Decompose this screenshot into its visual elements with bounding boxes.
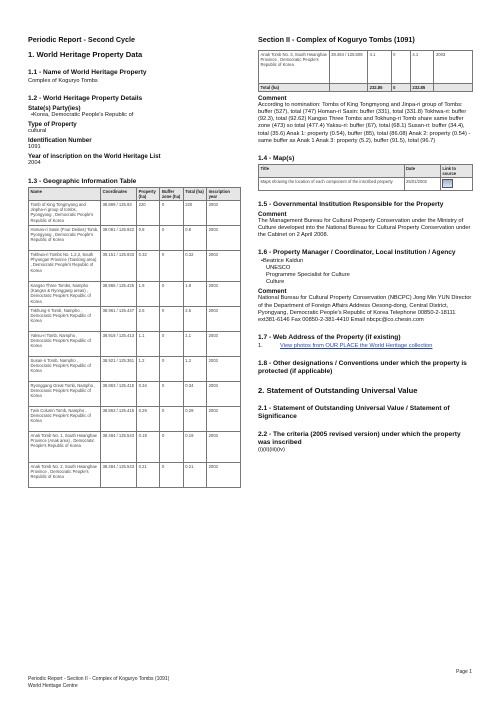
cell: 2003 <box>434 51 473 84</box>
cell: 0.29 <box>183 407 206 432</box>
cell: 0 <box>391 84 410 92</box>
cell: 39.081 / 125.922 <box>101 226 137 251</box>
map-date: 25/01/2002 <box>404 177 440 190</box>
cell: 0.32 <box>137 251 160 282</box>
cell: 0 <box>160 282 183 307</box>
cell: 0 <box>160 251 183 282</box>
id-value: 1091 <box>28 144 41 151</box>
cell: 0.32 <box>183 251 206 282</box>
type-value: cultural <box>28 128 47 135</box>
cell: 4.1 <box>368 51 392 84</box>
table-row <box>259 51 473 84</box>
table-row <box>29 307 241 332</box>
cell: Twin Column Tomb, Nampho , Democratic People's Republic of Korea <box>29 407 101 432</box>
footer-line1: Periodic Report - Section II - Complex of Koguryo Tombs (1091) <box>28 676 170 682</box>
report-header-right: Section II - Complex of Koguryo Tombs (1091) <box>258 35 415 44</box>
cell: 4.1 <box>410 51 434 84</box>
web-heading: 1.7 - Web Address of the Property (if existing) <box>258 333 401 341</box>
cell: 38.961 / 125.447 <box>101 307 137 332</box>
cell: Tomb of King Tongmyong and Jinpha-ri group of tombs, Pyongyang , Democratic People's Republic of Korea <box>29 201 101 226</box>
maps-col-title: Title <box>259 164 405 177</box>
cell: 220 <box>137 201 160 226</box>
cell: 2003 <box>207 432 241 463</box>
manager-dept: Culture <box>266 279 285 286</box>
cell: 38.484 / 125.508 <box>329 51 368 84</box>
table-row <box>29 332 241 357</box>
manager-org: UNESCO <box>266 265 291 272</box>
name-heading: 1.1 - Name of World Heritage Property <box>28 69 147 76</box>
table-row <box>29 382 241 407</box>
cell <box>434 84 473 92</box>
gov-comment-label: Comment <box>258 210 287 218</box>
web-item-number: 1. <box>258 342 263 349</box>
cell: 0 <box>391 51 410 84</box>
table-row <box>29 226 241 251</box>
cell: 0.21 <box>183 463 206 488</box>
geo-col-name: Name <box>29 188 101 201</box>
geo-col-year: Inscription year <box>207 188 241 201</box>
cell: Anak Tomb No. 2, South Hwanghae Province , Democratic People's Republic of Korea <box>29 463 101 488</box>
cell: 1.1 <box>183 332 206 357</box>
cell: Yaksu-ri Tomb, Nampho , Democratic People's Republic of Korea <box>29 332 101 357</box>
cell: Ryonggang Great Tomb, Nampho , Democratic People's Republic of Korea <box>29 382 101 407</box>
table-row <box>29 432 241 463</box>
maps-col-date: Date <box>404 164 440 177</box>
cell: 0.8 <box>137 226 160 251</box>
manager-role: Programme Specialist for Culture <box>266 272 350 279</box>
cell: 0 <box>160 226 183 251</box>
cell: 0 <box>160 382 183 407</box>
left-column <box>28 50 241 488</box>
cell: Tokhung-ri Tomb, Nampho , Democratic People's Republic of Korea <box>29 307 101 332</box>
comment-text: According to nomination: Tombs of King Tongmyong and Jinpa-ri group of Tombs: buffer (527), total (747) Homan-ri Sasin: buffer (331), total (331.8) Tokhwa-ri: buffer (92.3), total (92.62) Kangso Three Tombs and Tokhung-ri Tomb share same buffer zone (473) so total (477.4) Yaksu-ri: buffer (67), total (68.1) Susan-ri: buffer (34.4), total (35.6) Anak 1: property (0.54), buffer (85), total (86.08) Anak 2: property (0.54) - same buffer as Anak 1 Anak 3: property (5.2), buffer (91.5), total (96.7) <box>258 102 471 144</box>
cell: 2003 <box>207 201 241 226</box>
cell: Kangso Three Tombs, Nampho (Kangso & Ryonggang areas) , Democratic People's Republic of Korea <box>29 282 101 307</box>
cell: 2003 <box>207 226 241 251</box>
cell: 38.863 / 125.415 <box>101 382 137 407</box>
geo-table-continued <box>258 50 473 92</box>
cell: 2.5 <box>183 307 206 332</box>
footer <box>28 676 169 689</box>
cell: 1.9 <box>183 282 206 307</box>
cell: Tokhwa-ri Tombs No. 1,2,3, South Phyongan Province (Taedong area) , Democratic People's Republic of Korea <box>29 251 101 282</box>
cell: 38.919 / 125.413 <box>101 332 137 357</box>
type-label: Type of Property <box>28 121 77 129</box>
section1-title: 1. World Heritage Property Data <box>28 50 143 59</box>
right-column <box>258 50 473 455</box>
cell: 0 <box>160 463 183 488</box>
cell: 39.151 / 125.933 <box>101 251 137 282</box>
cell: 2.5 <box>137 307 160 332</box>
cell: 1.1 <box>137 332 160 357</box>
cell: Susan-ri Tomb, Nampho , Democratic People's Republic of Korea <box>29 357 101 382</box>
maps-table <box>258 164 473 191</box>
maps-col-link: Link to source <box>440 164 472 177</box>
cell: Homan-ri Sasin (Four Deities) Tomb, Pyongyang , Democratic People's Republic of Korea <box>29 226 101 251</box>
cell: 38.921 / 125.361 <box>101 357 137 382</box>
gov-comment: The Management Bureau for Cultural Property Conservation under the Ministry of Culture developed into the National Bureau for Cultural Property Conservation under the Cabinet on 2 April 2008. <box>258 217 471 238</box>
cell: 2003 <box>207 282 241 307</box>
year-value: 2004 <box>28 160 41 167</box>
table-row <box>259 177 473 190</box>
map-title: Maps showing the location of each component of the inscribed property <box>259 177 405 190</box>
comment-label: Comment <box>258 95 287 103</box>
cell: 232.85 <box>368 84 392 92</box>
cell: 38.484 / 125.543 <box>101 463 137 488</box>
cell: 2003 <box>207 407 241 432</box>
cell: 2003 <box>207 357 241 382</box>
cell: 38.484 / 125.543 <box>101 432 137 463</box>
cell <box>329 84 368 92</box>
manager-comment-label: Comment <box>258 288 287 296</box>
cell: Total (ha) <box>259 84 330 92</box>
geo-col-property: Property (ha) <box>137 188 160 201</box>
map-document-icon[interactable] <box>442 179 453 188</box>
details-heading: 1.2 - World Heritage Property Details <box>28 95 143 103</box>
geo-heading: 1.3 - Geographic Information Table <box>28 178 137 186</box>
geo-col-coords: Coordinates <box>101 188 137 201</box>
manager-comment: National Bureau for Cultural Property Conservation (NBCPC) Jong Min YUN Director of the Department of Foreign Affairs Address Oesong-dong, Central District, Pyongyang, Democratic People's Republic of Korea Telephone 00850-2-18111 ext381-6146 Fax 00850-2-381-4410 Email nbcpc@co.chesin.com <box>258 295 472 323</box>
cell: Anak Tomb No. 1, South Hwanghae Province (Anak area) , Democratic People's Republic of Korea <box>29 432 101 463</box>
cell: 220 <box>183 201 206 226</box>
cell: 0.34 <box>137 382 160 407</box>
maps-heading: 1.4 - Map(s) <box>258 154 295 162</box>
cell: 2003 <box>207 251 241 282</box>
criteria-value: (i)(ii)(iii)(iv) <box>258 447 285 454</box>
cell: 0.21 <box>137 463 160 488</box>
cell: 38.863 / 125.415 <box>101 407 137 432</box>
cell: 0.34 <box>183 382 206 407</box>
cell: 38.889 / 125.93 <box>101 201 137 226</box>
web-photos-link[interactable]: View photos from OUR PLACE the World Heritage collection <box>280 342 433 349</box>
year-label: Year of inscription on the World Heritage List <box>28 153 161 161</box>
geo-table <box>28 187 241 488</box>
cell: 0.19 <box>183 432 206 463</box>
cell: 0 <box>160 357 183 382</box>
gov-heading: 1.5 - Governmental Institution Responsible for the Property <box>258 200 444 208</box>
cell: 2003 <box>207 332 241 357</box>
manager-heading: 1.6 - Property Manager / Coordinator, Local Institution / Agency <box>258 249 456 257</box>
cell: 38.965 / 125.425 <box>101 282 137 307</box>
manager-name: • Beatrice Kaldun <box>258 258 473 265</box>
cell: 0 <box>160 307 183 332</box>
criteria-heading: 2.2 - The criteria (2005 revised version) under which the property was inscribed <box>258 430 461 446</box>
section2-title: 2. Statement of Outstanding Universal Value <box>258 385 418 395</box>
states-value: • Korea, Democratic People's Republic of <box>28 112 241 119</box>
cell: 0 <box>160 407 183 432</box>
cell: 232.85 <box>410 84 434 92</box>
cell: 0 <box>160 201 183 226</box>
table-row <box>29 463 241 488</box>
geo-col-total: Total (ha) <box>183 188 206 201</box>
table-row <box>29 407 241 432</box>
cell: 1.9 <box>137 282 160 307</box>
ouv-heading: 2.1 - Statement of Outstanding Universal Value / Statement of Significance <box>258 404 450 420</box>
map-link-cell <box>440 177 472 190</box>
cell: 2003 <box>207 382 241 407</box>
table-row <box>29 201 241 226</box>
cell: 0 <box>160 432 183 463</box>
cell: 0.8 <box>183 226 206 251</box>
cell: 0 <box>160 332 183 357</box>
geo-header-row <box>29 188 241 201</box>
web-item <box>258 343 473 350</box>
cell: 0.29 <box>137 407 160 432</box>
cell: 2003 <box>207 463 241 488</box>
footer-line2: World Heritage Centre <box>28 682 78 689</box>
id-label: Identification Number <box>28 137 92 145</box>
property-name: Complex of Koguryo Tombs <box>28 77 98 84</box>
cell: 1.2 <box>183 357 206 382</box>
table-row <box>29 282 241 307</box>
table-row <box>29 357 241 382</box>
cell: 2003 <box>207 307 241 332</box>
table-row <box>29 251 241 282</box>
total-row <box>259 84 473 92</box>
page-number: Page 1 <box>456 669 472 675</box>
cell: 0.19 <box>137 432 160 463</box>
cell: Anak Tomb No. 3, South Hwanghae Province , Democratic People's Republic of Korea <box>259 51 330 84</box>
states-label: State(s) Party(ies) <box>28 104 81 112</box>
cell: 1.2 <box>137 357 160 382</box>
other-designations-heading: 1.8 - Other designations / Conventions under which the property is protected (if applicable) <box>258 360 467 375</box>
report-header-left: Periodic Report - Second Cycle <box>28 35 136 44</box>
maps-header-row <box>259 164 473 177</box>
geo-col-buffer: Buffer zone (ha) <box>160 188 183 201</box>
